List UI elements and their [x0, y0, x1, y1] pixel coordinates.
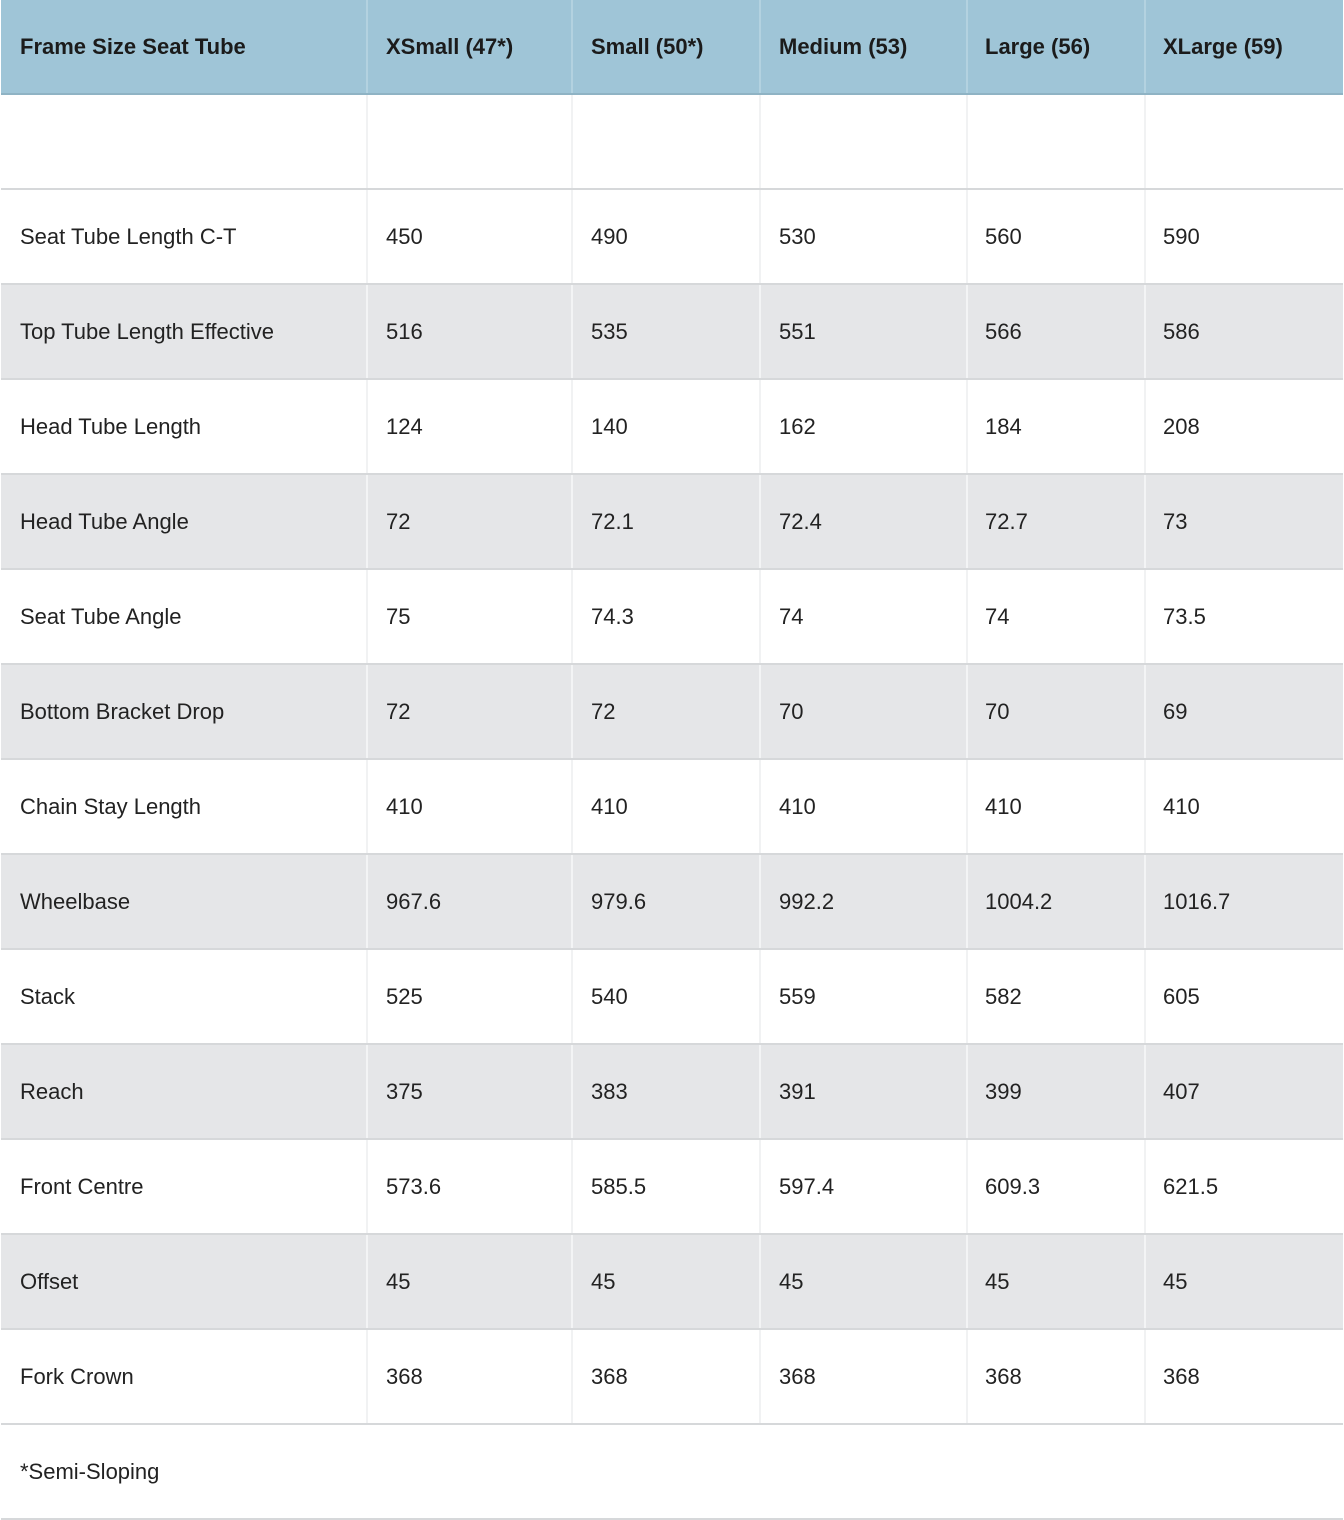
- table-cell: 75: [386, 603, 411, 629]
- table-cell: 605: [1163, 983, 1200, 1009]
- table-cell: 70: [779, 698, 804, 724]
- table-row: [1, 380, 1343, 475]
- table-cell: 540: [591, 983, 628, 1009]
- table-cell: 560: [985, 223, 1022, 249]
- table-row: [1, 855, 1343, 950]
- table-cell: 69: [1163, 698, 1188, 724]
- table-cell: 551: [779, 318, 816, 344]
- table-cell: 124: [386, 413, 423, 439]
- table-cell: 410: [779, 793, 816, 819]
- table-cell: 407: [1163, 1078, 1200, 1104]
- table-row: [1, 1140, 1343, 1235]
- table-row: [1, 665, 1343, 760]
- row-label: Seat Tube Angle: [20, 603, 182, 629]
- table-cell: 45: [1163, 1268, 1188, 1294]
- table-cell: 72.1: [591, 508, 634, 534]
- table-cell: 368: [591, 1363, 628, 1389]
- table-cell: 967.6: [386, 888, 442, 914]
- row-label: Chain Stay Length: [20, 793, 202, 819]
- table-cell: 525: [386, 983, 423, 1009]
- table-cell: 621.5: [1163, 1173, 1219, 1199]
- table-cell: 410: [591, 793, 628, 819]
- table-cell: 74.3: [591, 603, 634, 629]
- table-cell: 609.3: [985, 1173, 1041, 1199]
- table-row: [1, 950, 1343, 1045]
- table-cell: 184: [985, 413, 1022, 439]
- table-cell: 391: [779, 1078, 816, 1104]
- table-row: [1, 570, 1343, 665]
- column-header-medium: Medium (53): [779, 33, 908, 59]
- row-label: Bottom Bracket Drop: [20, 698, 225, 724]
- table-cell: 586: [1163, 318, 1200, 344]
- table-cell: 45: [386, 1268, 411, 1294]
- table-cell: 597.4: [779, 1173, 835, 1199]
- table-cell: 72: [386, 508, 411, 534]
- table-cell: 72.4: [779, 508, 822, 534]
- footnote-row: [1, 1425, 1343, 1520]
- table-cell: 368: [386, 1363, 423, 1389]
- table-cell: 590: [1163, 223, 1200, 249]
- table-cell: 162: [779, 413, 816, 439]
- row-label: Head Tube Angle: [20, 508, 189, 534]
- table-cell: 208: [1163, 413, 1200, 439]
- table-cell: 530: [779, 223, 816, 249]
- table-cell: 450: [386, 223, 423, 249]
- table-cell: 516: [386, 318, 423, 344]
- table-row: [1, 760, 1343, 855]
- column-header-small: Small (50*): [591, 33, 704, 59]
- table-cell: 992.2: [779, 888, 835, 914]
- table-cell: 72: [386, 698, 411, 724]
- row-label: Fork Crown: [20, 1363, 134, 1389]
- table-body: [1, 190, 1343, 1425]
- row-label: Reach: [20, 1078, 84, 1104]
- table-cell: 73: [1163, 508, 1188, 534]
- table-cell: 535: [591, 318, 628, 344]
- table-cell: 72: [591, 698, 616, 724]
- table-cell: 72.7: [985, 508, 1028, 534]
- column-header-large: Large (56): [985, 33, 1091, 59]
- table-cell: 368: [985, 1363, 1022, 1389]
- row-label: Top Tube Length Effective: [20, 318, 274, 344]
- table-cell: 582: [985, 983, 1022, 1009]
- table-row: [1, 475, 1343, 570]
- table-row: [1, 1330, 1343, 1425]
- row-label: Offset: [20, 1268, 79, 1294]
- table-cell: 74: [985, 603, 1010, 629]
- row-label: Stack: [20, 983, 76, 1009]
- table-cell: 585.5: [591, 1173, 647, 1199]
- row-label: Head Tube Length: [20, 413, 202, 439]
- table-cell: 410: [985, 793, 1022, 819]
- table-row: [1, 285, 1343, 380]
- row-label: Front Centre: [20, 1173, 144, 1199]
- table-cell: 1016.7: [1163, 888, 1231, 914]
- table-cell: 140: [591, 413, 628, 439]
- table-cell: 45: [591, 1268, 616, 1294]
- row-label: Seat Tube Length C-T: [20, 223, 237, 249]
- footnote: *Semi-Sloping: [20, 1458, 160, 1484]
- column-header-xsmall: XSmall (47*): [386, 33, 514, 59]
- column-header-xlarge: XLarge (59): [1163, 33, 1283, 59]
- table-cell: 490: [591, 223, 628, 249]
- table-cell: 45: [779, 1268, 804, 1294]
- table-header-row: [1, 0, 1343, 95]
- table-cell: 410: [386, 793, 423, 819]
- table-cell: 979.6: [591, 888, 647, 914]
- row-label: Wheelbase: [20, 888, 131, 914]
- table-cell: 73.5: [1163, 603, 1206, 629]
- table-cell: 368: [1163, 1363, 1200, 1389]
- table-cell: 74: [779, 603, 804, 629]
- table-cell: 573.6: [386, 1173, 442, 1199]
- column-header-frame-size: Frame Size Seat Tube: [20, 33, 246, 59]
- table-cell: 1004.2: [985, 888, 1053, 914]
- table-cell: 559: [779, 983, 816, 1009]
- geometry-table: [1, 0, 1343, 1520]
- table-cell: 566: [985, 318, 1022, 344]
- table-cell: 399: [985, 1078, 1022, 1104]
- table-cell: 375: [386, 1078, 423, 1104]
- table-row: [1, 1045, 1343, 1140]
- table-cell: 70: [985, 698, 1010, 724]
- table-row: [1, 1235, 1343, 1330]
- table-row: [1, 190, 1343, 285]
- table-cell: 368: [779, 1363, 816, 1389]
- table-cell: 45: [985, 1268, 1010, 1294]
- table-spacer-row: [1, 95, 1343, 190]
- table-cell: 410: [1163, 793, 1200, 819]
- table-cell: 383: [591, 1078, 628, 1104]
